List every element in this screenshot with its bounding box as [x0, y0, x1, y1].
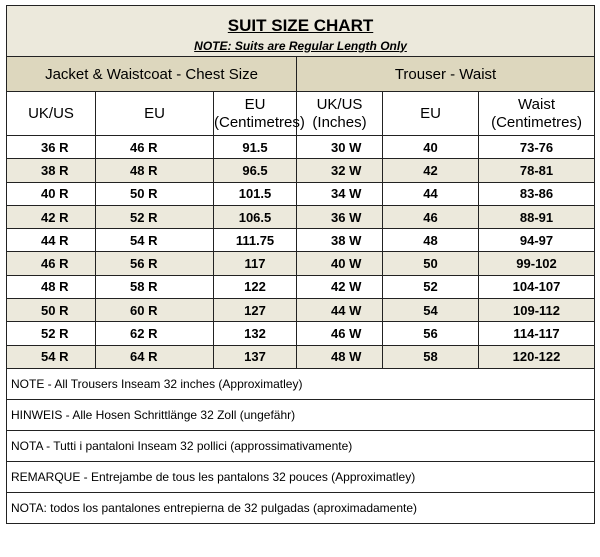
cell-trouser-cm: 78-81	[479, 159, 595, 182]
cell-jacket-eu: 48 R	[96, 159, 214, 182]
cell-trouser-ukus: 32 W	[297, 159, 383, 182]
header-jacket-eu-label: EU	[144, 104, 165, 122]
cell-jacket-ukus: 54 R	[7, 345, 96, 368]
header-trouser-ukus-line1: UK/US	[316, 95, 363, 113]
cell-jacket-ukus: 50 R	[7, 299, 96, 322]
table-row	[7, 136, 595, 159]
cell-trouser-ukus: 44 W	[297, 299, 383, 322]
cell-trouser-ukus: 38 W	[297, 229, 383, 252]
cell-jacket-ukus: 36 R	[7, 136, 96, 159]
cell-trouser-eu: 42	[383, 159, 479, 182]
footnote-french: REMARQUE - Entrejambe de tous les pantalons 32 pouces (Approximatley)	[7, 461, 595, 492]
cell-jacket-eu: 52 R	[96, 205, 214, 228]
cell-trouser-cm: 99-102	[479, 252, 595, 275]
cell-trouser-eu: 52	[383, 275, 479, 298]
cell-trouser-eu: 50	[383, 252, 479, 275]
table-row	[7, 345, 595, 368]
footnote-row	[7, 461, 595, 492]
cell-trouser-ukus: 36 W	[297, 205, 383, 228]
cell-jacket-eu: 58 R	[96, 275, 214, 298]
cell-trouser-eu: 56	[383, 322, 479, 345]
cell-jacket-eu: 54 R	[96, 229, 214, 252]
table-row	[7, 159, 595, 182]
cell-jacket-cm: 101.5	[214, 182, 297, 205]
cell-jacket-eu: 60 R	[96, 299, 214, 322]
header-jacket-cm-line1: EU	[244, 95, 266, 113]
cell-jacket-ukus: 40 R	[7, 182, 96, 205]
cell-trouser-cm: 114-117	[479, 322, 595, 345]
chart-title: SUIT SIZE CHART	[227, 15, 374, 35]
cell-jacket-ukus: 42 R	[7, 205, 96, 228]
cell-trouser-cm: 104-107	[479, 275, 595, 298]
cell-jacket-cm: 122	[214, 275, 297, 298]
cell-trouser-cm: 88-91	[479, 205, 595, 228]
header-trouser-cm-line1: Waist	[518, 95, 555, 113]
footnote-english: NOTE - All Trousers Inseam 32 inches (Approximatley)	[7, 368, 595, 399]
header-trouser-cm-line2: (Centimetres)	[491, 113, 582, 131]
cell-trouser-cm: 94-97	[479, 229, 595, 252]
footnote-row	[7, 368, 595, 399]
cell-jacket-cm: 127	[214, 299, 297, 322]
cell-trouser-cm: 73-76	[479, 136, 595, 159]
cell-jacket-eu: 64 R	[96, 345, 214, 368]
table-row	[7, 252, 595, 275]
cell-trouser-eu: 44	[383, 182, 479, 205]
cell-trouser-cm: 83-86	[479, 182, 595, 205]
cell-jacket-eu: 46 R	[96, 136, 214, 159]
cell-jacket-eu: 56 R	[96, 252, 214, 275]
title-cell	[7, 6, 595, 57]
header-trouser-eu-label: EU	[420, 104, 441, 122]
size-chart-table	[6, 5, 595, 524]
table-row	[7, 275, 595, 298]
cell-trouser-ukus: 46 W	[297, 322, 383, 345]
cell-jacket-cm: 132	[214, 322, 297, 345]
table-row	[7, 322, 595, 345]
cell-trouser-eu: 58	[383, 345, 479, 368]
cell-trouser-ukus: 30 W	[297, 136, 383, 159]
header-jacket-cm-line2: (Centimetres)	[214, 113, 305, 131]
cell-jacket-ukus: 44 R	[7, 229, 96, 252]
header-jacket-ukus-label: UK/US	[28, 104, 74, 122]
table-row	[7, 299, 595, 322]
footnote-row	[7, 399, 595, 430]
cell-trouser-ukus: 34 W	[297, 182, 383, 205]
cell-jacket-cm: 117	[214, 252, 297, 275]
group-header-row	[7, 57, 595, 92]
jacket-group-header: Jacket & Waistcoat - Chest Size	[7, 57, 297, 92]
table-row	[7, 229, 595, 252]
cell-jacket-cm: 96.5	[214, 159, 297, 182]
cell-jacket-eu: 62 R	[96, 322, 214, 345]
footnote-german: HINWEIS - Alle Hosen Schrittlänge 32 Zoll (ungefähr)	[7, 399, 595, 430]
column-header-row	[7, 92, 595, 136]
length-note: NOTE: Suits are Regular Length Only	[194, 38, 407, 53]
cell-trouser-ukus: 48 W	[297, 345, 383, 368]
footnote-row	[7, 430, 595, 461]
header-trouser-ukus-line2: (Inches)	[312, 113, 367, 131]
header-jacket-cm	[214, 92, 305, 136]
cell-trouser-eu: 54	[383, 299, 479, 322]
cell-jacket-ukus: 38 R	[7, 159, 96, 182]
table-row	[7, 182, 595, 205]
cell-jacket-cm: 111.75	[214, 229, 297, 252]
cell-trouser-ukus: 40 W	[297, 252, 383, 275]
cell-trouser-ukus: 42 W	[297, 275, 383, 298]
cell-jacket-cm: 137	[214, 345, 297, 368]
cell-trouser-eu: 48	[383, 229, 479, 252]
cell-jacket-ukus: 48 R	[7, 275, 96, 298]
table-row	[7, 205, 595, 228]
header-jacket-ukus	[7, 92, 96, 136]
title-row	[7, 6, 595, 57]
cell-trouser-eu: 46	[383, 205, 479, 228]
cell-jacket-ukus: 52 R	[7, 322, 96, 345]
cell-jacket-eu: 50 R	[96, 182, 214, 205]
cell-jacket-ukus: 46 R	[7, 252, 96, 275]
header-trouser-eu	[383, 92, 479, 136]
size-chart	[6, 5, 594, 524]
cell-jacket-cm: 106.5	[214, 205, 297, 228]
footnote-spanish: NOTA: todos los pantalones entrepierna de 32 pulgadas (aproximadamente)	[7, 492, 595, 523]
cell-jacket-cm: 91.5	[214, 136, 297, 159]
footnote-row	[7, 492, 595, 523]
cell-trouser-cm: 109-112	[479, 299, 595, 322]
header-trouser-ukus	[297, 92, 383, 136]
cell-trouser-eu: 40	[383, 136, 479, 159]
header-trouser-cm	[479, 92, 595, 136]
footnote-italian: NOTA - Tutti i pantaloni Inseam 32 pollici (approssimativamente)	[7, 430, 595, 461]
trouser-group-header: Trouser - Waist	[297, 57, 595, 92]
cell-trouser-cm: 120-122	[479, 345, 595, 368]
header-jacket-eu	[96, 92, 214, 136]
